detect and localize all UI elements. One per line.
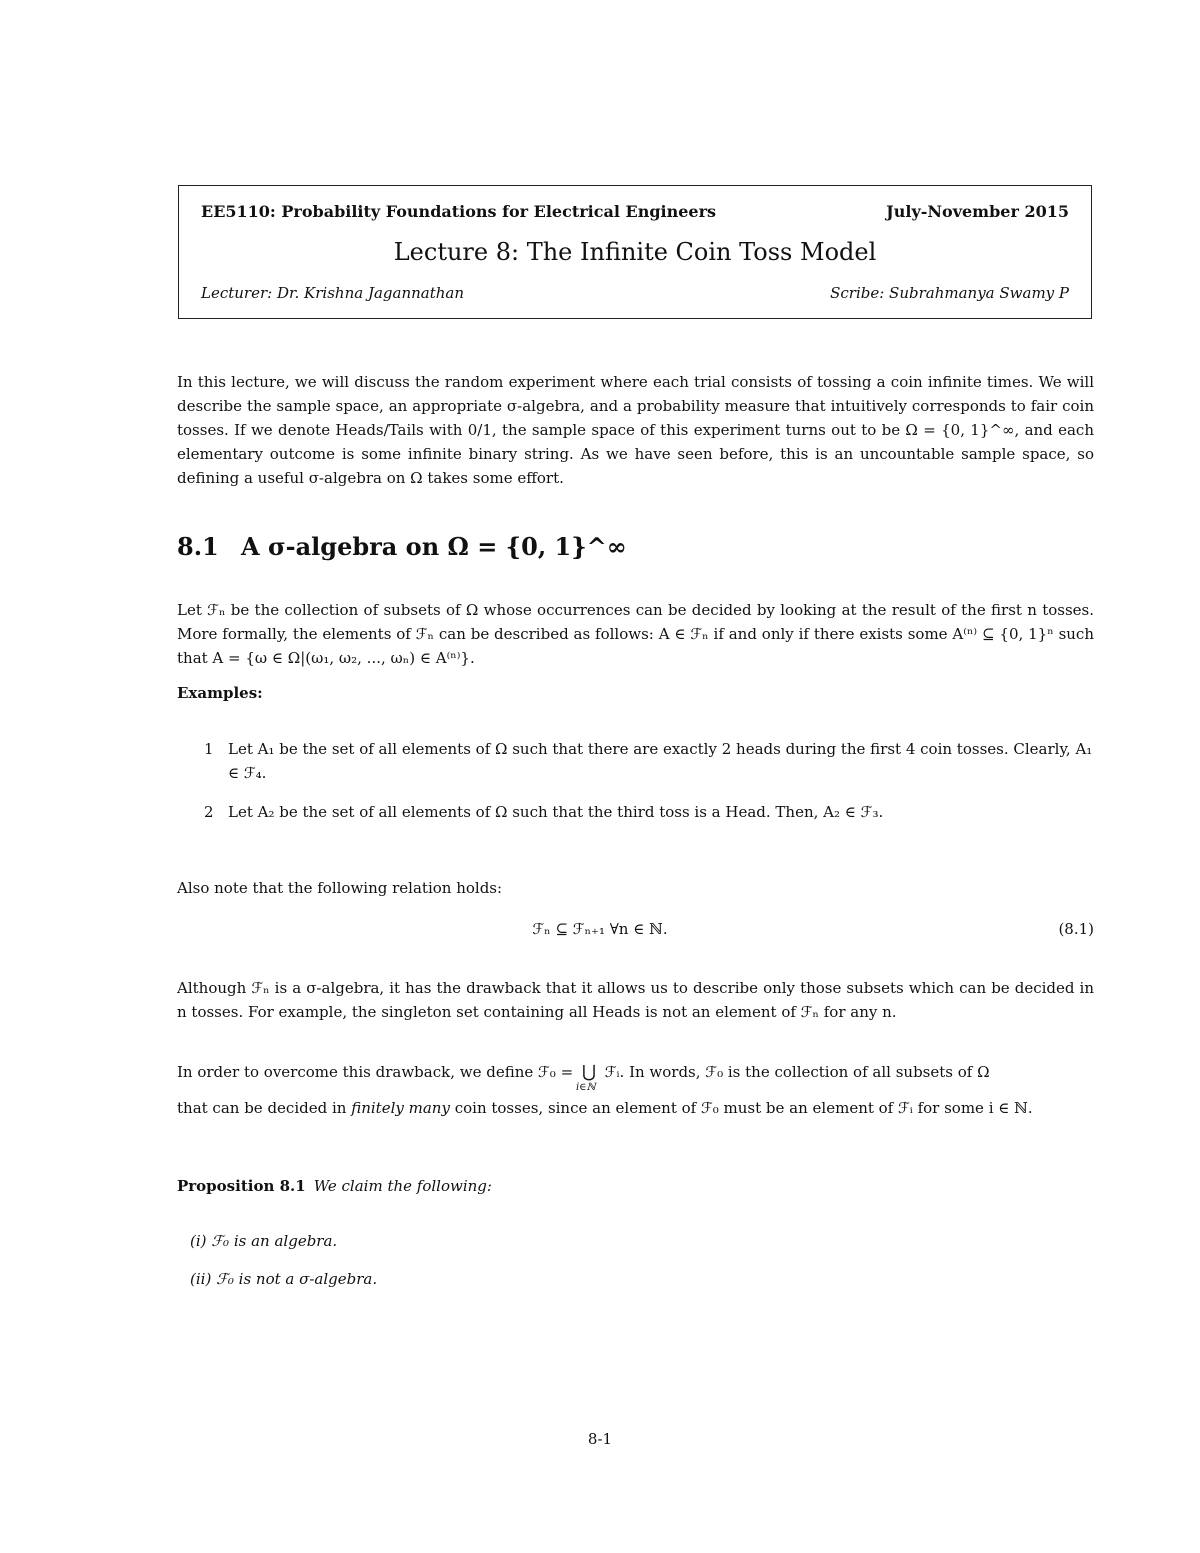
proposition-label: Proposition 8.1 (177, 1177, 306, 1195)
overcome-rest-prefix: that can be decided in (177, 1099, 347, 1117)
equation-8-1: ℱₙ ⊆ ℱₙ₊₁ ∀n ∈ ℕ. (532, 920, 668, 938)
definition-paragraph: Let ℱₙ be the collection of subsets of Ω whose occurrences can be decided by looking at the result of the first n tosses. More formally, the elements of ℱₙ can be described as follows: A ∈ ℱₙ if and only if there exists some A⁽ⁿ⁾ ⊆ {0, 1}ⁿ such that A = {ω ∈ Ω|(ω₁, ω₂, ..., ωₙ) ∈ A⁽ⁿ⁾}. (177, 601, 1094, 667)
claim-item: (ii) ℱ₀ is not a σ-algebra. (190, 1270, 378, 1288)
overcome-before: In order to overcome this drawback, we define ℱ₀ = (177, 1063, 574, 1081)
example-item (204, 800, 1094, 824)
example-item (204, 737, 1094, 785)
lecturer-name: Lecturer: Dr. Krishna Jagannathan (201, 284, 465, 302)
lecture-title: Lecture 8: The Infinite Coin Toss Model (393, 238, 877, 266)
examples-heading: Examples: (177, 684, 263, 702)
big-union-symbol (575, 1060, 600, 1093)
lecture-header-box (178, 185, 1092, 319)
claim-item: (i) ℱ₀ is an algebra. (190, 1232, 338, 1250)
example-text: Let A₂ be the set of all elements of Ω such that the third toss is a Head. Then, A₂ ∈ ℱ₃. (228, 803, 884, 821)
example-number: 1 (204, 740, 214, 758)
course-name: EE5110: Probability Foundations for Electrical Engineers (201, 202, 717, 221)
example-text: Let A₁ be the set of all elements of Ω such that there are exactly 2 heads during the first 4 coin tosses. Clearly, A₁ ∈ ℱ₄. (228, 740, 1093, 782)
big-union-subscript: i∈ℕ (575, 1082, 596, 1093)
relation-note: Also note that the following relation holds: (177, 879, 503, 897)
overcome-paragraph (177, 1060, 1094, 1120)
overcome-rest (177, 1096, 1094, 1120)
example-number: 2 (204, 803, 214, 821)
big-union-glyph: ⋃ (581, 1062, 596, 1082)
section-title: A σ-algebra on Ω = {0, 1}^∞ (241, 532, 627, 561)
intro-paragraph: In this lecture, we will discuss the random experiment where each trial consists of tossing a coin infinite times. We will describe the sample space, an appropriate σ-algebra, and a probability measure that intuitively corresponds to fair coin tosses. If we denote Heads/Tails with 0/1, the sample space of this experiment turns out to be Ω = {0, 1}^∞, and each elementary outcome is some infinite binary string. As we have seen before, this is an uncountable sample space, so defining a useful σ-algebra on Ω takes some effort. (177, 373, 1094, 487)
page-number: 8-1 (587, 1430, 613, 1448)
overcome-emphasis: finitely many (351, 1099, 450, 1117)
overcome-line (177, 1060, 1094, 1096)
proposition-text: We claim the following: (313, 1177, 492, 1195)
overcome-rest-suffix: coin tosses, since an element of ℱ₀ must be an element of ℱᵢ for some i ∈ ℕ. (454, 1099, 1033, 1117)
drawback-paragraph: Although ℱₙ is a σ-algebra, it has the drawback that it allows us to describe only those subsets which can be decided in n tosses. For example, the singleton set containing all Heads is not an element of ℱₙ for any n. (177, 979, 1094, 1021)
scribe-name: Scribe: Subrahmanya Swamy P (830, 284, 1069, 302)
equation-tag: (8.1) (1058, 920, 1094, 938)
overcome-after: ℱᵢ. In words, ℱ₀ is the collection of all subsets of Ω (604, 1063, 990, 1081)
proposition (177, 1177, 492, 1195)
section-heading (177, 532, 627, 561)
section-number: 8.1 (177, 532, 219, 561)
course-term: July-November 2015 (886, 202, 1069, 221)
